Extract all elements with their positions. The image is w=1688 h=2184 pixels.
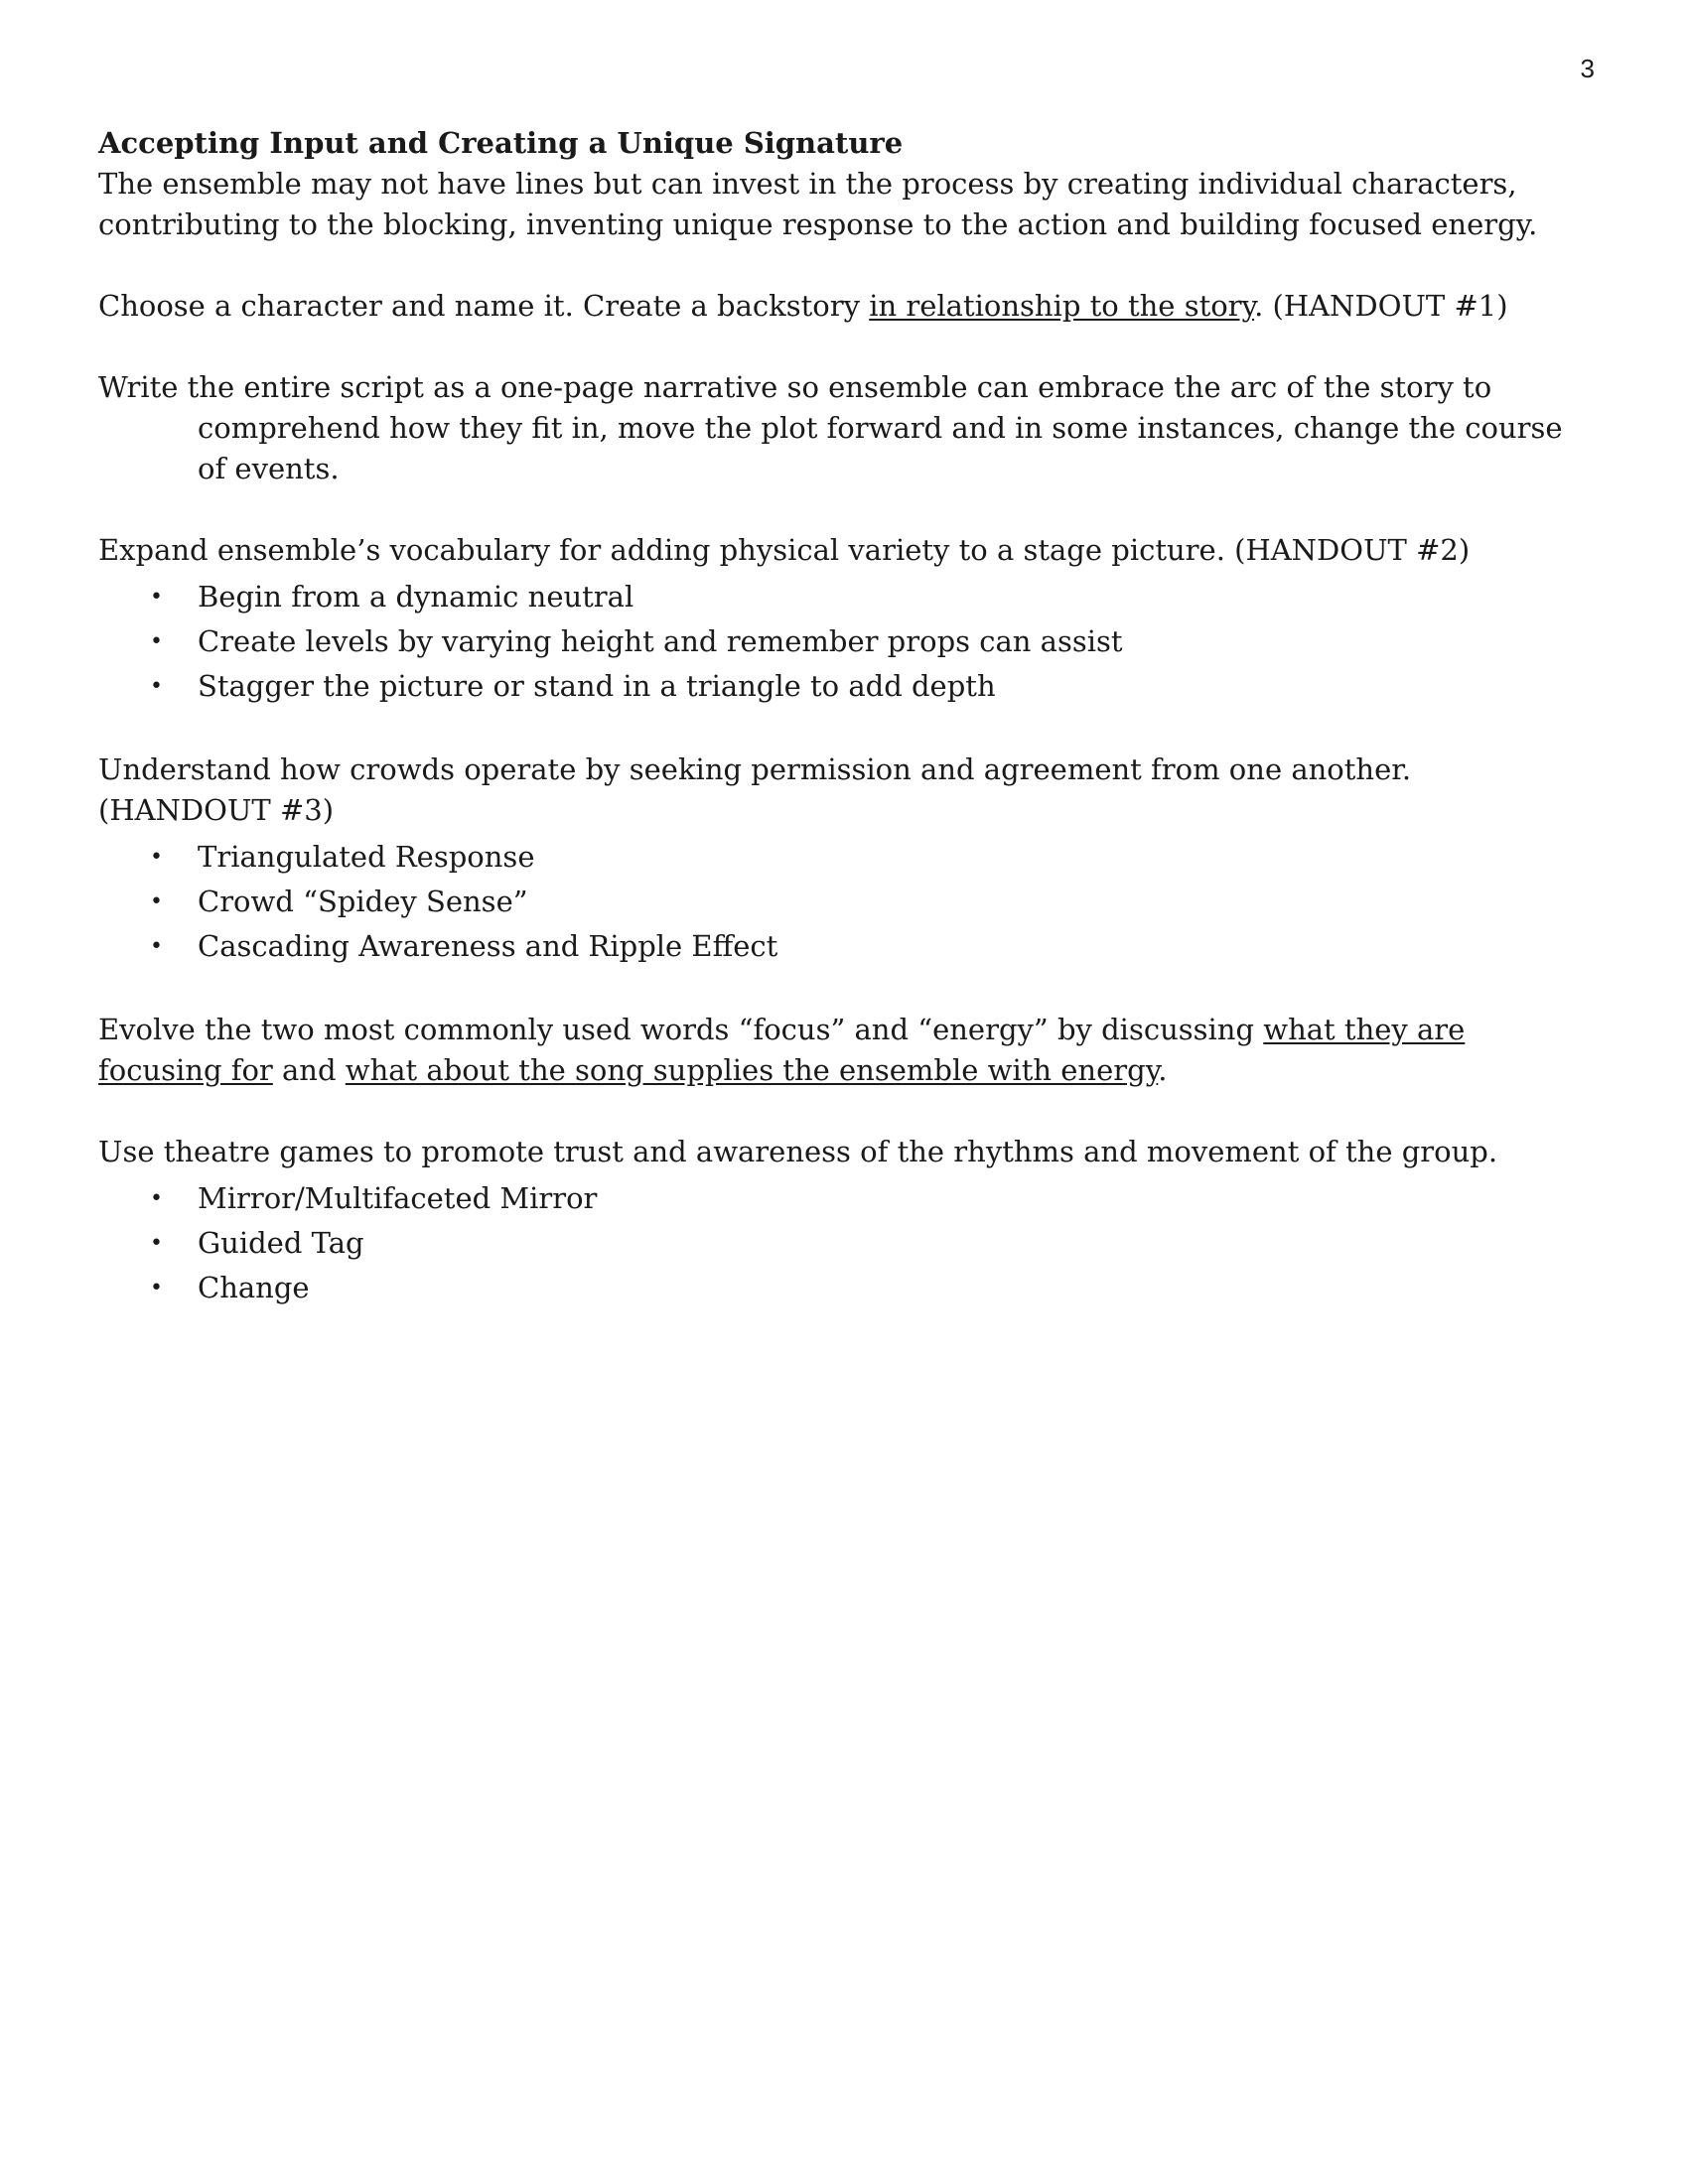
list-item: [98, 880, 1588, 924]
list-item-text: Mirror/Multifaceted Mirror: [198, 1181, 598, 1215]
bullet-icon: •: [150, 889, 163, 914]
expand-vocabulary-paragraph: Expand ensemble’s vocabulary for adding physical variety to a stage picture. (HANDOUT #2): [98, 533, 1471, 567]
evolve-underlined-focus: what they are focusing for: [98, 1013, 1466, 1087]
expand-bullet-list: [98, 575, 1588, 709]
list-item: [98, 1176, 1588, 1221]
list-item: [98, 619, 1588, 664]
bullet-icon: •: [150, 629, 163, 654]
bullet-icon: •: [150, 674, 163, 699]
choose-handout-text: . (HANDOUT #1): [1254, 289, 1508, 323]
list-item: [98, 924, 1588, 969]
evolve-words-paragraph: [98, 1010, 1588, 1091]
list-item-text: Cascading Awareness and Ripple Effect: [198, 929, 778, 963]
evolve-text: Evolve the two most commonly used words “focus” and “energy” by discussing: [98, 1013, 1264, 1046]
bullet-icon: •: [150, 585, 163, 610]
list-item-text: Change: [198, 1271, 310, 1304]
list-item-text: Create levels by varying height and remember props can assist: [198, 624, 1123, 658]
bullet-icon: •: [150, 1186, 163, 1211]
list-item: [98, 664, 1588, 709]
understand-crowds-paragraph: Understand how crowds operate by seeking permission and agreement from one another. (HANDOUT #3): [98, 752, 1412, 827]
bullet-icon: •: [150, 934, 163, 959]
bullet-icon: •: [150, 1276, 163, 1300]
list-item: [98, 1266, 1588, 1310]
write-script-paragraph: [98, 367, 1588, 489]
choose-text: Choose a character and name it. Create a backstory: [98, 289, 870, 323]
understand-bullet-list: [98, 835, 1588, 969]
list-item-text: Crowd “Spidey Sense”: [198, 885, 528, 918]
page-content: [98, 123, 1588, 1310]
evolve-underlined-energy: what about the song supplies the ensemble with energy: [345, 1053, 1159, 1087]
write-line-1: Write the entire script as a one-page narrative so ensemble can embrace the arc of the story to: [98, 370, 1492, 404]
list-item-text: Guided Tag: [198, 1226, 364, 1260]
theatre-games-paragraph: Use theatre games to promote trust and awareness of the rhythms and movement of the group.: [98, 1135, 1498, 1168]
bullet-icon: •: [150, 1231, 163, 1256]
list-item: [98, 1221, 1588, 1266]
games-bullet-list: [98, 1176, 1588, 1310]
evolve-middle-text: and: [272, 1053, 346, 1087]
evolve-end-text: .: [1158, 1053, 1168, 1087]
list-item: [98, 835, 1588, 880]
page-number: 3: [1580, 54, 1595, 83]
write-line-2: comprehend how they fit in, move the plot forward and in some instances, change the course of events.: [198, 411, 1563, 485]
list-item-text: Stagger the picture or stand in a triangle to add depth: [198, 669, 996, 703]
list-item: [98, 575, 1588, 619]
section-heading: Accepting Input and Creating a Unique Signature: [98, 126, 904, 160]
choose-character-paragraph: [98, 286, 1588, 327]
bullet-icon: •: [150, 845, 163, 870]
choose-underlined-text: in relationship to the story: [869, 289, 1255, 323]
list-item-text: Triangulated Response: [198, 840, 535, 874]
intro-paragraph: The ensemble may not have lines but can invest in the process by creating individual characters, contributing to the blocking, inventing unique response to the action and building focused energy.: [98, 167, 1538, 241]
list-item-text: Begin from a dynamic neutral: [198, 580, 634, 614]
